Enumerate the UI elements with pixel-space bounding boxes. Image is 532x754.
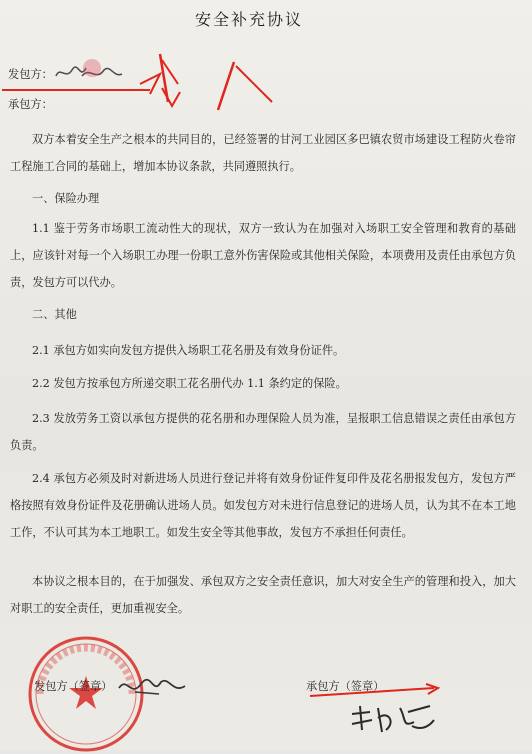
clause-1-1: 1.1 鉴于劳务市场职工流动性大的现状，双方一致认为在加强对入场职工安全管理和教育的基础上，应该针对每一个入场职工办理一份职工意外伤害保险或其他相关保险，本项费用及责任由承包方负责，发包方可以代办。 (10, 222, 516, 289)
closing-paragraph: 本协议之根本目的，在于加强发、承包双方之安全责任意识，加大对安全生产的管理和投入，加大对职工的安全责任，更加重视安全。 (10, 575, 516, 615)
party-b-sign-label: 承包方（签章） (306, 680, 385, 693)
party-a-label: 发包方： (8, 68, 53, 81)
party-a-seal-signature (115, 672, 195, 702)
section-2-heading: 二、其他 (32, 308, 77, 321)
party-a-sign-label: 发包方（签章） (34, 680, 113, 693)
party-b-label: 承包方： (8, 98, 53, 111)
document-title: 安全补充协议 (195, 10, 304, 29)
intro-paragraph: 双方本着安全生产之根本的共同目的，已经签署的甘河工业园区多巴镇农贸市场建设工程防火卷帘工程施工合同的基础上，增加本协议条款，共同遵照执行。 (10, 133, 516, 173)
clause-2-2: 2.2 发包方按承包方所递交职工花名册代办 1.1 条约定的保险。 (32, 377, 347, 390)
clause-2-3: 2.3 发放劳务工资以承包方提供的花名册和办理保险人员为准，呈报职工信息错误之责任由承包方负责。 (10, 412, 516, 452)
clause-2-1: 2.1 承包方如实向发包方提供入场职工花名册及有效身份证件。 (32, 344, 345, 357)
section-1-heading: 一、保险办理 (32, 192, 100, 205)
party-b-handwritten-signature (348, 700, 438, 740)
clause-2-4: 2.4 承包方必须及时对新进场人员进行登记并将有效身份证件复印件及花名册报发包方，发包方严格按照有效身份证件及花册确认进场人员。如发包方对未进行信息登记的进场人员，认为其不在本工地工作，不认可其为本工地职工。如发生安全等其他事故，发包方不承担任何责任。 (10, 472, 516, 539)
red-annotation-marks (0, 44, 290, 124)
